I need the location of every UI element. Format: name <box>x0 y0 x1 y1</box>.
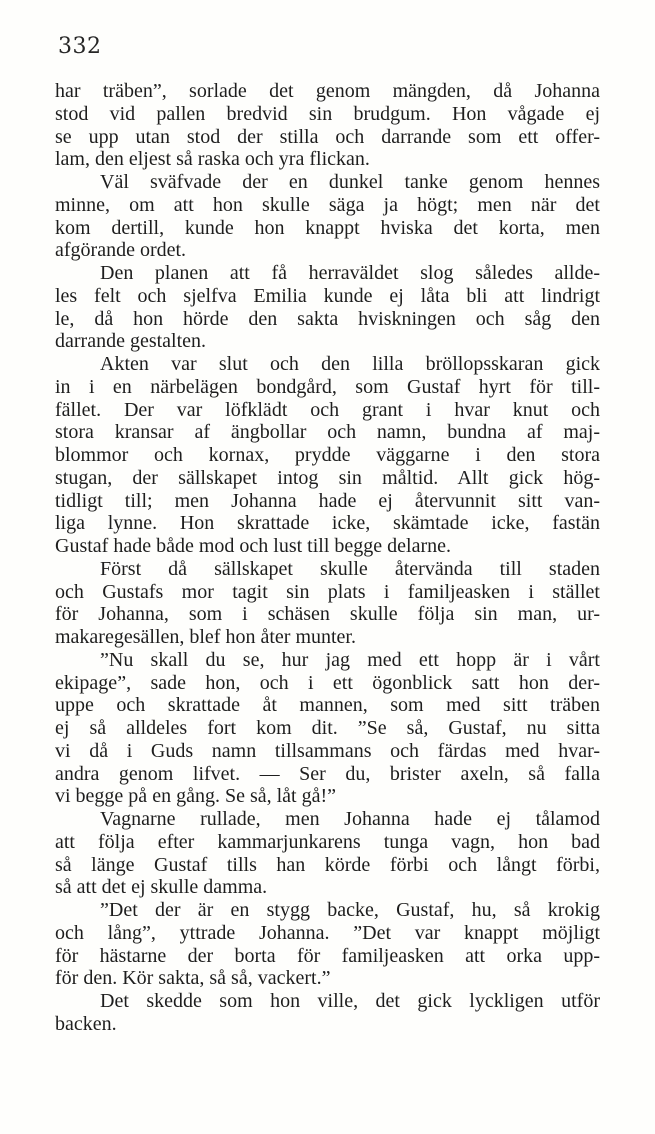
body-text <box>55 80 600 1036</box>
text-line: så länge Gustaf tills han körde förbi och långt förbi, <box>55 853 600 876</box>
text-line: tidligt till; men Johanna hade ej återvunnit sitt van- <box>55 489 600 512</box>
text-line: se upp utan stod der stilla och darrande som ett offer- <box>55 125 600 148</box>
text-line: att följa efter kammarjunkarens tunga vagn, hon bad <box>55 830 600 853</box>
text-line: afgörande ordet. <box>55 239 187 262</box>
text-line: Det skedde som hon ville, det gick lyckligen utför <box>100 990 600 1012</box>
text-line: kom dertill, kunde hon knappt hviska det korta, men <box>55 216 600 239</box>
text-line: ”Det der är en stygg backe, Gustaf, hu, så krokig <box>100 899 600 921</box>
text-line: andra genom lifvet. — Ser du, brister axeln, så falla <box>55 762 600 785</box>
text-line: fället. Der var löfklädt och grant i hvar knut och <box>55 398 600 421</box>
text-line: ”Nu skall du se, hur jag med ett hopp är i vårt <box>100 648 600 671</box>
text-line: in i en närbelägen bondgård, som Gustaf hyrt för till- <box>55 375 600 398</box>
text-line: lam, den eljest så raska och yra flickan. <box>55 148 370 171</box>
text-line: vi då i Guds namn tillsammans och färdas med hvar- <box>55 739 600 762</box>
text-line: och lång”, yttrade Johanna. ”Det var knappt möjligt <box>55 921 600 944</box>
text-line: så att det ej skulle damma. <box>55 876 268 899</box>
text-line: darrande gestalten. <box>55 330 207 353</box>
text-line: backen. <box>55 1012 117 1035</box>
text-line: Först då sällskapet skulle återvända till staden <box>100 557 600 580</box>
text-line: ekipage”, sade hon, och i ett ögonblick satt hon der- <box>55 671 600 694</box>
text-line: Vagnarne rullade, men Johanna hade ej tålamod <box>100 808 600 830</box>
text-line: för Johanna, som i schäsen skulle följa sin man, ur- <box>55 603 600 626</box>
text-line: ej så alldeles fort kom dit. ”Se så, Gustaf, nu sitta <box>55 717 600 739</box>
text-line: Den planen att få herraväldet slog således allde- <box>100 262 600 284</box>
text-line: stod vid pallen bredvid sin brudgum. Hon vågade ej <box>55 102 600 125</box>
text-line: blommor och kornax, prydde väggarne i den stora <box>55 444 600 466</box>
text-line: stora kransar af ängbollar och namn, bundna af maj- <box>55 421 600 444</box>
text-line: Väl sväfvade der en dunkel tanke genom hennes <box>100 171 600 193</box>
page-number: 332 <box>58 34 102 59</box>
text-line: Gustaf hade både mod och lust till begge delarne. <box>55 535 451 557</box>
text-line: liga lynne. Hon skrattade icke, skämtade icke, fastän <box>55 512 600 535</box>
text-line: Akten var slut och den lilla bröllopsskaran gick <box>100 353 600 375</box>
text-line: uppe och skrattade åt mannen, som med sitt träben <box>55 694 600 717</box>
text-line: för hästarne der borta för familjeasken att orka upp- <box>55 944 600 967</box>
text-line: makaregesällen, blef hon åter munter. <box>55 626 356 648</box>
text-line: les felt och sjelfva Emilia kunde ej låta bli att lindrigt <box>55 284 600 307</box>
text-line: minne, om att hon skulle säga ja högt; men när det <box>55 193 600 216</box>
text-line: stugan, der sällskapet intog sin måltid. Allt gick hög- <box>55 466 600 489</box>
text-line: har träben”, sorlade det genom mängden, då Johanna <box>55 80 600 102</box>
text-line: vi begge på en gång. Se så, låt gå!” <box>55 785 337 808</box>
text-line: le, då hon hörde den sakta hviskningen och såg den <box>55 307 600 330</box>
text-line: och Gustafs mor tagit sin plats i familjeasken i stället <box>55 580 600 603</box>
text-line: för den. Kör sakta, så så, vackert.” <box>55 967 331 990</box>
